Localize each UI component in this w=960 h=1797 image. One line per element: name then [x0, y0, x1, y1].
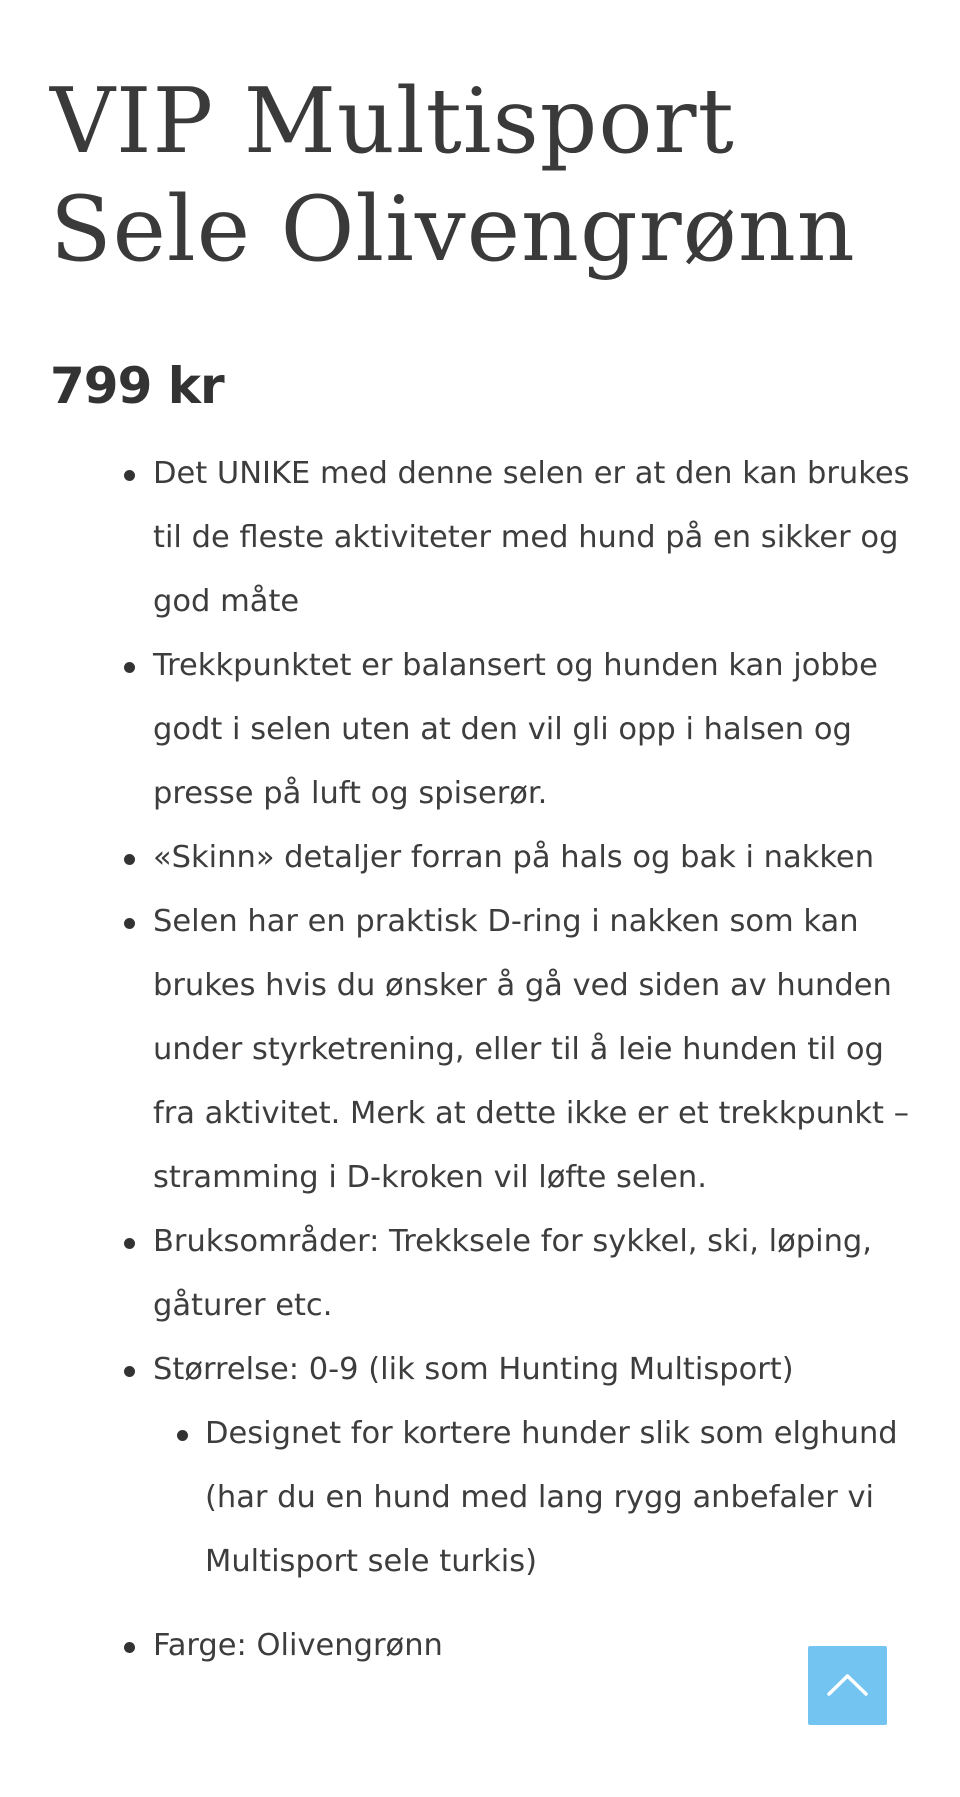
- feature-item-pull-point: Trekkpunktet er balansert og hunden kan jobbe godt i selen uten at den vil gli opp i halsen og presse på luft og spiserør.: [153, 634, 910, 826]
- product-title-line-1: VIP Multisport: [50, 69, 735, 174]
- feature-list: [50, 442, 910, 1678]
- feature-item-usage: Bruksområder: Trekksele for sykkel, ski, løping, gåturer etc.: [153, 1210, 910, 1338]
- scroll-to-top-button[interactable]: [808, 1646, 887, 1725]
- feature-item-unique: Det UNIKE med denne selen er at den kan brukes til de fleste aktiviteter med hund på en sikker og god måte: [153, 442, 910, 634]
- feature-item-leather-details: «Skinn» detaljer forran på hals og bak i nakken: [153, 826, 910, 890]
- product-title-line-2: Sele Olivengrønn: [50, 177, 856, 282]
- chevron-up-icon: [808, 1646, 887, 1725]
- product-price: 799 kr: [50, 357, 224, 415]
- size-sublist: [153, 1402, 910, 1594]
- product-title: [50, 68, 910, 284]
- feature-item-size: [153, 1338, 910, 1594]
- product-summary: [50, 68, 910, 1678]
- feature-item-size-label: Størrelse: 0-9 (lik som Hunting Multisport): [153, 1352, 794, 1387]
- size-subitem-designed-for: Designet for kortere hunder slik som elghund (har du en hund med lang rygg anbefaler vi Multisport sele turkis): [205, 1402, 910, 1594]
- feature-item-color: Farge: Olivengrønn: [153, 1614, 910, 1678]
- feature-item-d-ring: Selen har en praktisk D-ring i nakken som kan brukes hvis du ønsker å gå ved siden av hunden under styrketrening, eller til å leie hunden til og fra aktivitet. Merk at dette ikke er et trekkpunkt – stramming i D-kroken vil løfte selen.: [153, 890, 910, 1210]
